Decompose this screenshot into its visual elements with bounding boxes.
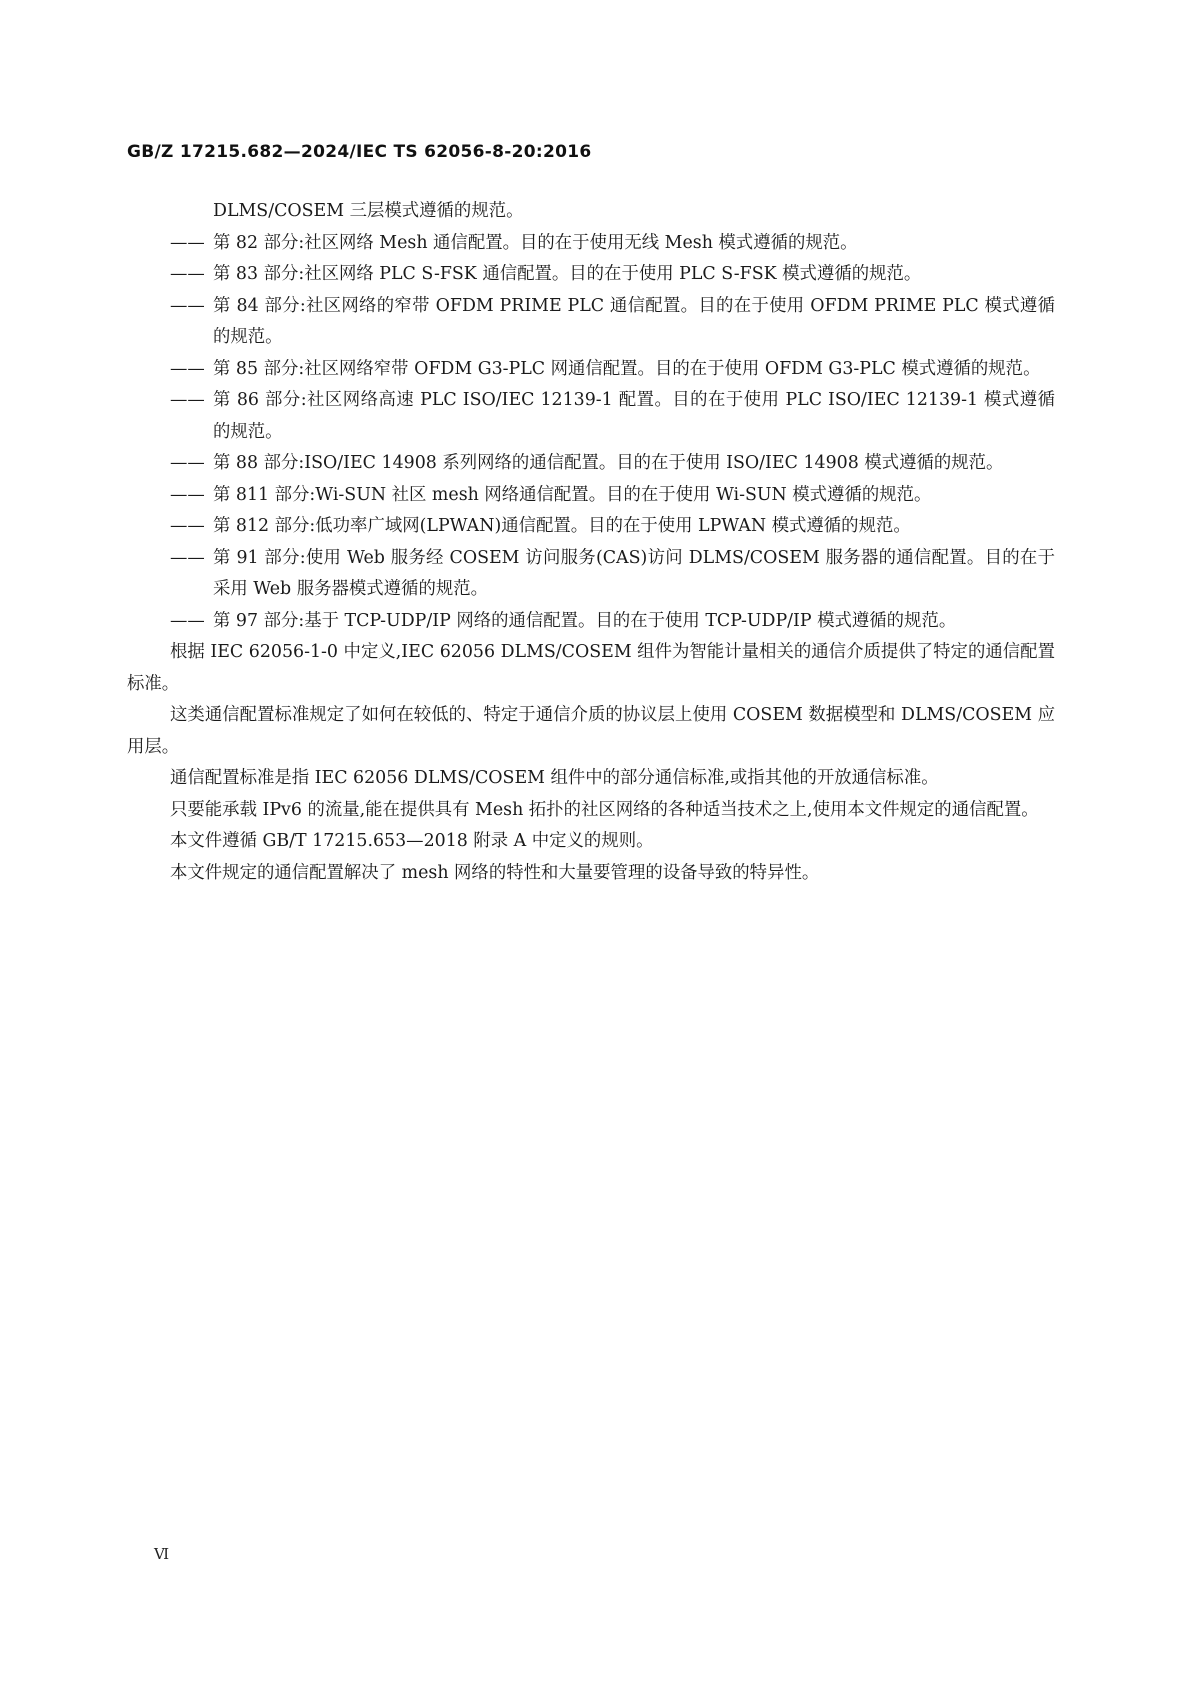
list-item <box>127 228 1055 260</box>
body-paragraph: 本文件遵循 GB/T 17215.653—2018 附录 A 中定义的规则。 <box>170 831 654 851</box>
list-item <box>127 354 1055 386</box>
list-item <box>127 291 1055 354</box>
continuation-line: DLMS/COSEM 三层模式遵循的规范。 <box>213 201 524 221</box>
body-paragraph: 本文件规定的通信配置解决了 mesh 网络的特性和大量要管理的设备导致的特异性。 <box>170 862 820 883</box>
list-item <box>127 606 1055 638</box>
list-dash: —— <box>170 610 205 631</box>
body-paragraph: 这类通信配置标准规定了如何在较低的、特定于通信介质的协议层上使用 COSEM 数据模型和 DLMS/COSEM 应用层。 <box>127 705 1055 757</box>
list-dash: —— <box>170 390 205 410</box>
document-header: GB/Z 17215.682—2024/IEC TS 62056-8-20:2016 <box>127 142 592 162</box>
body-paragraph: 通信配置标准是指 IEC 62056 DLMS/COSEM 组件中的部分通信标准,或指其他的开放通信标准。 <box>170 768 939 788</box>
list-item-text: 第 91 部分:使用 Web 服务经 COSEM 访问服务(CAS)访问 DLMS/COSEM 服务器的通信配置。目的在于采用 Web 服务器模式遵循的规范。 <box>213 547 1055 599</box>
list-item-text: 第 88 部分:ISO/IEC 14908 系列网络的通信配置。目的在于使用 ISO/IEC 14908 模式遵循的规范。 <box>213 453 1004 473</box>
list-item <box>127 448 1055 480</box>
list-dash: —— <box>170 264 205 284</box>
list-dash: —— <box>170 453 205 473</box>
list-item-text: 第 84 部分:社区网络的窄带 OFDM PRIME PLC 通信配置。目的在于使用 OFDM PRIME PLC 模式遵循的规范。 <box>213 295 1055 347</box>
list-item-text: 第 85 部分:社区网络窄带 OFDM G3-PLC 网通信配置。目的在于使用 OFDM G3-PLC 模式遵循的规范。 <box>213 358 1041 379</box>
list-item <box>127 480 1055 512</box>
document-body <box>127 196 1055 889</box>
list-item-text: 第 86 部分:社区网络高速 PLC ISO/IEC 12139-1 配置。目的在于使用 PLC ISO/IEC 12139-1 模式遵循的规范。 <box>213 390 1055 442</box>
page-number: Ⅵ <box>154 1545 170 1563</box>
list-item <box>127 385 1055 448</box>
list-item-text: 第 811 部分:Wi-SUN 社区 mesh 网络通信配置。目的在于使用 Wi-SUN 模式遵循的规范。 <box>213 484 932 505</box>
list-dash: —— <box>170 484 205 505</box>
list-item <box>127 543 1055 606</box>
list-item-text: 第 83 部分:社区网络 PLC S-FSK 通信配置。目的在于使用 PLC S-FSK 模式遵循的规范。 <box>213 264 922 284</box>
list-dash: —— <box>170 232 205 253</box>
list-dash: —— <box>170 295 205 316</box>
list-item <box>127 259 1055 291</box>
body-paragraph: 只要能承载 IPv6 的流量,能在提供具有 Mesh 拓扑的社区网络的各种适当技术之上,使用本文件规定的通信配置。 <box>170 799 1039 820</box>
list-item-text: 第 812 部分:低功率广域网(LPWAN)通信配置。目的在于使用 LPWAN 模式遵循的规范。 <box>213 516 911 536</box>
list-dash: —— <box>170 516 205 536</box>
list-dash: —— <box>170 358 205 379</box>
list-item-text: 第 82 部分:社区网络 Mesh 通信配置。目的在于使用无线 Mesh 模式遵循的规范。 <box>213 232 858 253</box>
list-dash: —— <box>170 547 205 568</box>
list-item <box>127 511 1055 543</box>
list-item-text: 第 97 部分:基于 TCP-UDP/IP 网络的通信配置。目的在于使用 TCP-UDP/IP 模式遵循的规范。 <box>213 610 957 631</box>
body-paragraph: 根据 IEC 62056-1-0 中定义,IEC 62056 DLMS/COSEM 组件为智能计量相关的通信介质提供了特定的通信配置标准。 <box>127 642 1055 694</box>
